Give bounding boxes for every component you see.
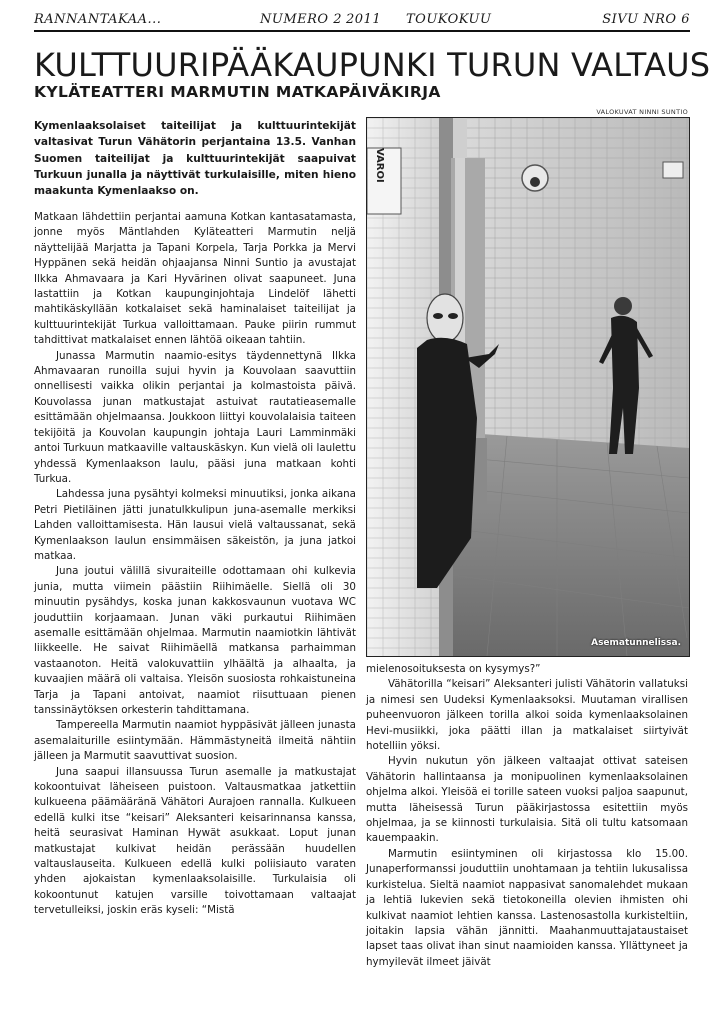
tunnel-photo-illustration (367, 118, 689, 656)
photo-credit: VALOKUVAT NINNI SUNTIO (596, 108, 688, 116)
publication-name: RANNANTAKAA... (34, 12, 162, 27)
body-paragraph: Tampereella Marmutin naamiot hyppäsivät jälleen junasta asemalaiturille esiintymään. Hämmästyneitä ilmeitä nähtiin jälleen ja Marmutit saavuttivat suosion. (34, 719, 356, 763)
article-body-right-column (366, 662, 688, 970)
issue-year: 2011 (346, 12, 382, 27)
body-paragraph: Juna saapui illansuussa Turun asemalle ja matkustajat kokoontuivat läheiseen puistoon. Valtausmatkaa jatkettiin kulkueena päämääränä Vähätori Aurajoen rannalla. Kulkueen edellä kulki itse “keisari” Aleksanteri keisarinnansa kanssa, heitä seurasivat Haminan Hywät asukkaat. Loput junan matkustajat kulkivat heidän perässään huudellen valtauslauseita. Kulkueen edellä kulki poliisiauto varaten yhden ajokaistan kymenlaaksolaisille. Turkulaisia oli kokoontunut katujen varsille toivottamaan valtaajat tervetulleiksi, joskin eräs kyseli: “Mistä (34, 765, 356, 917)
page-header (34, 8, 690, 30)
body-paragraph: mielenosoituksesta on kysymys?” (366, 663, 541, 675)
body-paragraph: Juna joutui välillä sivuraiteille odottamaan ohi kulkevia junia, mutta viimein päästiin Riihimäelle. Siellä oli 30 minuutin pysähdys, koska junan kakkosvaunun vuotava WC jouduttiin korjaamaan. Junan väki purkautui Riihimäen asemalle esittämään ohjelmaa. Marmutin naamiotkin lähtivät liikkeelle. He saivat Riihimäellä matkansa parhaimman vastaanoton. Heitä valokuvattiin ylhäältä ja alhaalta, ja kuvaajien määrä oli valtaisa. Yleisön suosiosta rohkaistuneina Tarja ja Tapani antoivat, naamiot riisuttuaan pienen tanssinäytöksen orkesterin tahdittamana. (34, 565, 356, 716)
photo-caption: Asematunnelissa. (591, 638, 681, 648)
body-paragraph: Matkaan lähdettiin perjantai aamuna Kotkan kantasatamasta, jonne myös Mäntlahden Kyläteatteri Marmutin neljä näyttelijää Marjatta ja Tapani Korpela, Tarja Porkka ja Mervi Hyppänen sekä heidän ohjaajansa Ninni Suntio ja avustajat Ilkka Ahmavaara ja Kari Hyvärinen olivat saapuneet. Juna lastattiin ja Kotkan kaupunginjohtaja Lindelöf lähetti mahtikäskyllään kotkalaiset sekä haminalaiset taiteilijat ja kulttuurintekijät Turkua valloittamaan. Pauke piirin rummut tahdittivat matkalaiset ennen lähtöä oikeaan tahtiin. (34, 211, 356, 347)
article-body-left-column (34, 210, 356, 919)
body-paragraph: Hyvin nukutun yön jälkeen valtaajat ottivat sateisen Vähätorin hallintaansa ja monipuolinen kymenlaaksolainen ohjelma alkoi. Yleisöä ei torille sateen vuoksi paljoa saapunut, mutta läheisessä Turun pääkirjastossa esitettiin myös ohjelmaa, ja se kiinnosti turkulaisia. Sitä oli tultu katsomaan kauempaakin. (366, 755, 688, 845)
body-paragraph: Marmutin esiintyminen oli kirjastossa klo 15.00. Junaperformanssi jouduttiin unohtamaan ja tehtiin lukusalissa kurkistelua. Sieltä naamiot nappasivat sanomalehdet mukaan ja lehtiä lukevien sekä tietokoneilla olevien ihmisten ohi kulkivat naamiot lehtien kanssa. Lastenosastolla kurkisteltiin, joitakin lapsia vähän jännitti. Maahanmuuttajataustaiset lapset taas olivat ihan sinut naamioiden kanssa. Yllättyneet ja hymyilevät ilmeet jäivät (366, 847, 688, 968)
body-paragraph: Junassa Marmutin naamio-esitys täydennettynä Ilkka Ahmavaaran runoilla sujui hyvin ja Kouvolaan saavuttiin onnellisesti vaikka olikin perjantai ja kolmastoista päivä. Kouvolassa junan matkustajat astuivat rautatieasemalle esittämään ohjelmaansa. Joukkoon liittyi kouvolalaisia taiteen tekijöitä ja Kouvolan kaupungin johtaja Lauri Lamminmäki antoi Turkuun matkaaville valtauskäskyn. Kun vielä oli laulettu yhdessä Kymenlaakson laulu, pääsi juna matkaan kohti Turkua. (34, 349, 356, 485)
page-number: SIVU NRO 6 (602, 12, 690, 27)
issue-month: TOUKOKUU (406, 12, 492, 27)
article-lead: Kymenlaaksolaiset taiteilijat ja kulttuurintekijät valtasivat Turun Vähätorin perjantaina 13.5. Vanhan Suomen taiteilijat ja kulttuurintekijät saapuivat Turkuun junalla ja näyttivät turkulaisille, miten hieno maakunta Kymenlaakso on. (34, 120, 356, 198)
body-paragraph: Lahdessa juna pysähtyi kolmeksi minuutiksi, jonka aikana Petri Pietiläinen jätti junatulkkulipun juna-asemalle merkiksi Lahden valloittamisesta. Hän lausui vielä valtaussanat, sekä Kymenlaakson laulun ensimmäisen säkeistön, ja juna jatkoi matkaa. (34, 488, 356, 562)
article-photo (366, 117, 690, 657)
svg-text:VAROI: VAROI (374, 148, 385, 183)
body-paragraph: Vähätorilla “keisari” Aleksanteri julisti Vähätorin vallatuksi ja nimesi sen Uudeksi Kymenlaaksoksi. Muutaman virallisen puheenvuoron jälkeen torilla alkoi soida kymenlaaksolainen Hevi-musiikki, joka päätti illan ja matkalaiset siirtyivät hotelliin yöksi. (366, 678, 688, 753)
article-title: KULTTUURIPÄÄKAUPUNKI TURUN VALTAUS (34, 46, 711, 84)
article-subtitle: KYLÄTEATTERI MARMUTIN MATKAPÄIVÄKIRJA (34, 83, 441, 101)
issue-number: NUMERO 2 (260, 12, 342, 27)
header-rule (34, 30, 690, 32)
